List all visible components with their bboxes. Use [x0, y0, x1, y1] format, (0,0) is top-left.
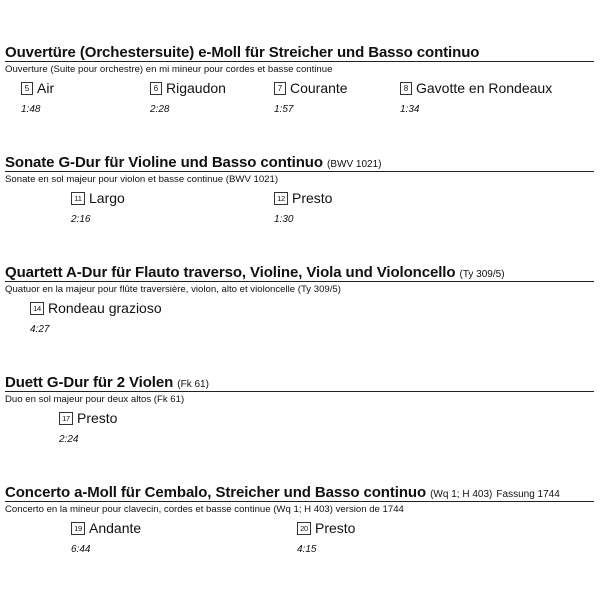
track-number-badge: 6 [150, 82, 162, 95]
movement-duration: 4:15 [297, 544, 317, 555]
work-divider [5, 501, 594, 502]
movement-name: Andante [89, 520, 142, 536]
work-subtitle: Ouverture (Suite pour orchestre) en mi mineur pour cordes et basse continue [5, 64, 333, 75]
movement-duration: 1:57 [274, 104, 294, 115]
movement-item [71, 190, 125, 208]
track-number-badge: 5 [21, 82, 33, 95]
movement-item [297, 520, 355, 538]
movement-duration: 4:27 [30, 324, 50, 335]
work-divider [5, 281, 594, 282]
track-number-badge: 17 [59, 412, 73, 425]
work-divider [5, 391, 594, 392]
movement-name: Presto [77, 410, 118, 426]
work-divider [5, 61, 594, 62]
movement-item [30, 300, 162, 318]
movement-duration: 1:30 [274, 214, 294, 225]
track-number-badge: 19 [71, 522, 85, 535]
movement-item [59, 410, 117, 428]
work-title-text: Sonate G-Dur für Violine und Basso continuo [5, 154, 323, 171]
work-divider [5, 171, 594, 172]
movement-name: Rigaudon [166, 80, 226, 96]
work-subtitle: Duo en sol majeur pour deux altos (Fk 61) [5, 394, 185, 405]
work-title-text: Concerto a-Moll für Cembalo, Streicher und Basso continuo [5, 484, 427, 501]
track-number-badge: 11 [71, 192, 85, 205]
work-ouverture [5, 44, 594, 124]
movement-duration: 2:24 [59, 434, 79, 445]
movement-name: Rondeau grazioso [48, 300, 162, 316]
work-duett [5, 374, 594, 454]
movement-name: Courante [290, 80, 348, 96]
movement-duration: 1:34 [400, 104, 420, 115]
movement-name: Gavotte en Rondeaux [416, 80, 553, 96]
track-number-badge: 20 [297, 522, 311, 535]
movement-name: Largo [89, 190, 125, 206]
movement-name: Air [37, 80, 55, 96]
track-number-badge: 12 [274, 192, 288, 205]
track-number-badge: 14 [30, 302, 44, 315]
movement-item [150, 80, 226, 98]
movement-item [21, 80, 54, 98]
movement-duration: 2:28 [150, 104, 170, 115]
work-title-text: Quartett A-Dur für Flauto traverso, Violine, Viola und Violoncello [5, 264, 456, 281]
movement-name: Presto [315, 520, 356, 536]
work-sonate [5, 154, 594, 234]
work-subtitle: Sonate en sol majeur pour violon et basse continue (BWV 1021) [5, 174, 279, 185]
catalog-number: (Wq 1; H 403) [430, 489, 493, 500]
work-title-text: Duett G-Dur für 2 Violen [5, 374, 174, 391]
movement-item [274, 190, 332, 208]
version-note: Fassung 1744 [496, 489, 560, 500]
movement-name: Presto [292, 190, 333, 206]
catalog-number: (Fk 61) [177, 379, 209, 390]
work-title [5, 44, 594, 61]
track-number-badge: 8 [400, 82, 412, 95]
movement-item [274, 80, 348, 98]
movement-duration: 6:44 [71, 544, 91, 555]
movement-item [71, 520, 141, 538]
work-subtitle: Quatuor en la majeur pour flûte traversière, violon, alto et violoncelle (Ty 309/5) [5, 284, 341, 295]
movement-item [400, 80, 552, 98]
work-subtitle: Concerto en la mineur pour clavecin, cordes et basse continue (Wq 1; H 403) version de 1744 [5, 504, 404, 515]
track-number-badge: 7 [274, 82, 286, 95]
movement-duration: 1:48 [21, 104, 41, 115]
catalog-number: (Ty 309/5) [459, 269, 505, 280]
work-quartett [5, 264, 594, 344]
work-title-text: Ouvertüre (Orchestersuite) e-Moll für Streicher und Basso continuo [5, 44, 480, 61]
movement-duration: 2:16 [71, 214, 91, 225]
catalog-number: (BWV 1021) [327, 159, 382, 170]
work-concerto [5, 484, 594, 564]
